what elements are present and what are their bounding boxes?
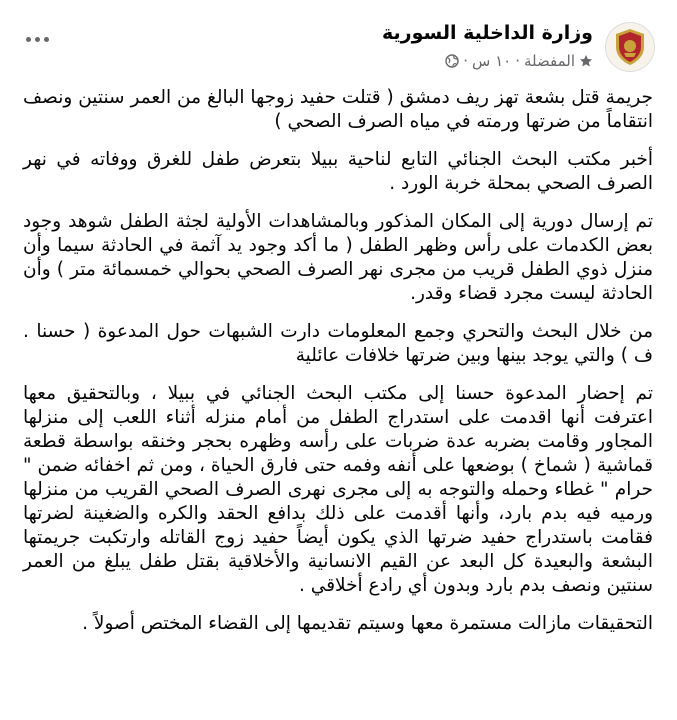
post-header	[0, 0, 677, 80]
post-paragraph: أخبر مكتب البحث الجنائي التابع لناحية ببيلا بتعرض طفل للغرق ووفاته في نهر الصرف الصحي بمحلة خربة الورد .	[23, 149, 653, 194]
post-paragraph: تم إرسال دورية إلى المكان المذكور وبالمشاهدات الأولية لجثة الطفل شوهد وجود بعض الكدمات على رأس وظهر الطفل ( ما أكد وجود يد آثمة في الحادثة سيما وأن منزل ذوي الطفل قريب من مجرى نهر الصرف الصحي بحوالي خمسمائة متر ) وأن الحادثة ليست مجرد قضاء وقدر.	[23, 211, 653, 304]
post-body	[23, 86, 653, 650]
favorites-label[interactable]: المفضلة	[523, 52, 575, 70]
post-paragraph: التحقيقات مازالت مستمرة معها وسيتم تقديمها إلى القضاء المختص أصولاً .	[82, 613, 653, 634]
page-name[interactable]: وزارة الداخلية السورية	[382, 22, 593, 44]
post-meta	[445, 52, 593, 70]
page-avatar[interactable]	[605, 22, 655, 72]
separator-dot: ·	[463, 52, 468, 70]
more-options-icon[interactable]	[26, 34, 50, 44]
separator-dot: ·	[515, 52, 520, 70]
post-paragraph: جريمة قتل بشعة تهز ريف دمشق ( قتلت حفيد زوجها البالغ من العمر سنتين ونصف انتقاماً من ضرتها ورمته في مياه الصرف الصحي )	[23, 87, 653, 132]
star-icon	[579, 54, 593, 68]
post-paragraph: تم إحضار المدعوة حسنا إلى مكتب البحث الجنائي في ببيلا ، وبالتحقيق معها اعترفت أنها اقدمت على استدراج الطفل من أمام منزله أثناء اللعب إلى منزلها المجاور وقامت بضربه عدة ضربات على رأسه وظهره بحجر وخنقه بواسطة قطعة قماشية ( شماخ ) بوضعها على أنفه وفمه حتى فارق الحياة ، ومن ثم اخفائه ضمن " حرام " غطاء وحمله والتوجه به إلى مجرى نهرى الصرف الصحي القريب من منزلها ورميه فيه بدم بارد، وأنها أقدمت على ذلك بدافع الحقد والكره والضغينة لضرتها فقامت باستدراج حفيد ضرتها الذي يكون أيضاً حفيد زوج القاتله وارتكبت جريمتها البشعة والبعيدة كل البعد عن القيم الانسانية والأخلاقية بقتل طفل يبلغ من العمر سنتين ونصف بدم بارد وبدون أي رادع أخلاقي .	[23, 383, 653, 596]
globe-icon[interactable]	[445, 54, 459, 68]
post-paragraph: من خلال البحث والتحري وجمع المعلومات دارت الشبهات حول المدعوة ( حسنا . ف ) والتي يوجد بينها وبين ضرتها خلافات عائلية	[23, 321, 653, 366]
post-time[interactable]: ١٠ س	[471, 52, 512, 70]
ministry-emblem-icon	[606, 23, 654, 71]
